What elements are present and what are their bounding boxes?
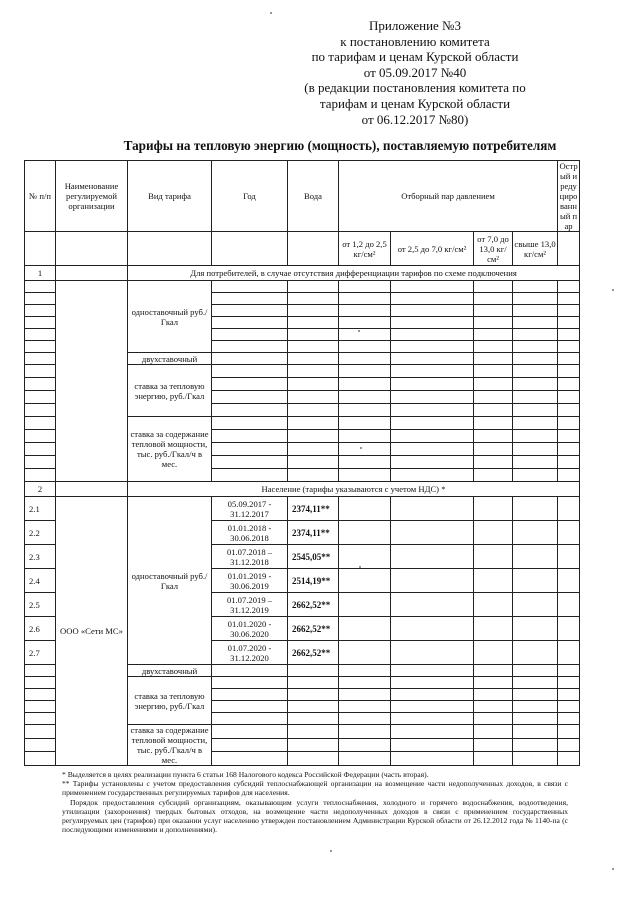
scan-speck — [330, 850, 332, 852]
section2-capacity-rate: ставка за содержание тепловой мощности, тыс. руб./Гкал/ч в мес. — [128, 725, 212, 766]
row-num: 2.1 — [25, 497, 56, 521]
appendix-line: от 06.12.2017 №80) — [361, 111, 469, 127]
section2-title: Население (тарифы указываются с учетом НДС) * — [128, 482, 580, 497]
row-num: 2.2 — [25, 521, 56, 545]
header-year: Год — [212, 161, 288, 232]
header-steam-4: свыше 13,0 кг/см² — [513, 232, 558, 266]
section1-energy-rate: ставка за тепловую энергию, руб./Гкал — [128, 365, 212, 417]
header-steam: Отборный пар давлением — [339, 161, 558, 232]
header-sharp-steam: Острый и редуцированный пар — [559, 161, 578, 231]
scan-speck — [270, 12, 272, 14]
row-water-tariff: 2514,19** — [288, 569, 339, 593]
header-steam-3: от 7,0 до 13,0 кг/см² — [474, 232, 513, 266]
row-num: 2.3 — [25, 545, 56, 569]
header-steam-2: от 2,5 до 7,0 кг/см² — [391, 232, 474, 266]
document-title: Тарифы на тепловую энергию (мощность), поставляемую потребителям — [123, 138, 557, 153]
header-org: Наименование регулируемой организации — [56, 161, 128, 232]
row-water-tariff: 2374,11** — [288, 521, 339, 545]
section1-title: Для потребителей, в случае отсутствия дифференциации тарифов по схеме подключения — [128, 266, 580, 281]
tariff-table — [24, 160, 580, 766]
header-steam-1: от 1,2 до 2,5 кг/см² — [339, 232, 391, 266]
footnote-2: ** Тарифы установлены с учетом предоставления субсидий теплоснабжающей организации на возмещение части недополученных доходов, в связи с применением государственных регулируемых тарифов для населения. — [62, 779, 568, 798]
row-num: 2.6 — [25, 617, 56, 641]
section1-two-rate: двухставочный — [128, 353, 212, 365]
row-water-tariff: 2662,52** — [288, 593, 339, 617]
scan-speck — [359, 566, 361, 568]
organization-name: ООО «Сети МС» — [56, 497, 128, 766]
footnotes — [62, 770, 568, 834]
row-period: 01.01.2019 - 30.06.2019 — [212, 569, 288, 593]
section2-one-rate: одноставочный руб./Гкал — [128, 497, 212, 665]
appendix-line: Приложение №3 — [369, 18, 461, 33]
row-num: 2.4 — [25, 569, 56, 593]
appendix-line: тарифам и ценам Курской области — [319, 95, 511, 111]
header-kind: Вид тарифа — [128, 161, 212, 232]
row-water-tariff: 2662,52** — [288, 617, 339, 641]
section2-num: 2 — [25, 482, 56, 497]
appendix-line: по тарифам и ценам Курской области — [311, 49, 519, 65]
section1-capacity-rate: ставка за содержание тепловой мощности, тыс. руб./Гкал/ч в мес. — [128, 417, 212, 482]
section2-two-rate: двухставочный — [128, 665, 212, 677]
footnote-1: * Выделяется в целях реализации пункта 6 статьи 168 Налогового кодекса Российской Федерации (часть вторая). — [62, 770, 429, 779]
appendix-line: (в редакции постановления комитета по — [304, 80, 526, 96]
scan-speck — [612, 289, 614, 291]
row-water-tariff: 2374,11** — [288, 497, 339, 521]
header-water: Вода — [288, 161, 339, 232]
appendix-header — [275, 18, 555, 127]
scan-speck — [358, 330, 360, 332]
row-period: 01.01.2020 - 30.06.2020 — [212, 617, 288, 641]
scan-speck — [612, 868, 614, 870]
header-num: № п/п — [25, 161, 56, 232]
appendix-line: от 05.09.2017 №40 — [363, 64, 467, 80]
row-num: 2.7 — [25, 641, 56, 665]
row-period: 01.07.2018 – 31.12.2018 — [212, 545, 288, 569]
row-period: 01.01.2018 - 30.06.2018 — [212, 521, 288, 545]
section1-num: 1 — [25, 266, 56, 281]
footnote-3: Порядок предоставления субсидий организациям, оказывающим услуги теплоснабжения, холодного и горячего водоснабжения, водоотведения, утилизации (захоронения) твердых бытовых отходов, на возмещение части недополученных доходов в связи с применением государственных регулируемых цен (тарифов) при оказании услуг населению утвержден постановлением Администрации Курской области от 26.12.2012 года № 1140-па (с последующими изменениями и дополнениями). — [62, 797, 568, 835]
scan-speck — [360, 447, 362, 449]
appendix-line: к постановлению комитета — [340, 33, 490, 49]
row-water-tariff: 2662,52** — [288, 641, 339, 665]
section2-energy-rate: ставка за тепловую энергию, руб./Гкал — [128, 677, 212, 725]
section1-one-rate: одноставочный руб./Гкал — [128, 281, 212, 353]
row-period: 01.07.2020 - 31.12.2020 — [212, 641, 288, 665]
row-period: 01.07.2019 – 31.12.2019 — [212, 593, 288, 617]
row-num: 2.5 — [25, 593, 56, 617]
row-period: 05.09.2017 - 31.12.2017 — [212, 497, 288, 521]
row-water-tariff: 2545,05** — [288, 545, 339, 569]
